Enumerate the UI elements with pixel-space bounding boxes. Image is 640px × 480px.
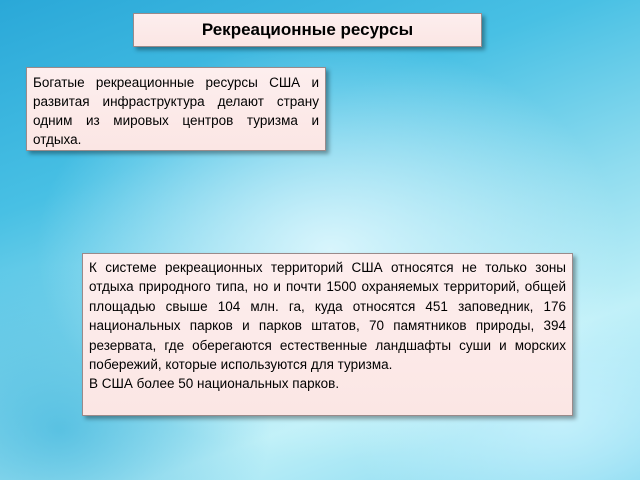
slide-title-text: Рекреационные ресурсы [201,20,414,39]
detail-last-line: В США более 50 национальных парков. [89,376,340,392]
detail-paragraph: К системе рекреационных территорий США относятся не только зоны отдыха природного типа, но и почти 1500 охраняемых территорий, общей площадью свыше 104 млн. га, куда относятся 451 заповедник, 176 национальных парков и парков штатов, 70 памятников природы, 394 резервата, где оберегаются естественные ландшафты суши и морских побережий, которые используются для туризма. [89,260,566,373]
detail-text-box [82,253,573,416]
intro-text: Богатые рекреационные ресурсы США и развитая инфраструктура делают страну одним из мировых центров туризма и отдыха. [33,75,319,147]
slide-title [133,13,482,47]
intro-text-box [26,67,326,151]
